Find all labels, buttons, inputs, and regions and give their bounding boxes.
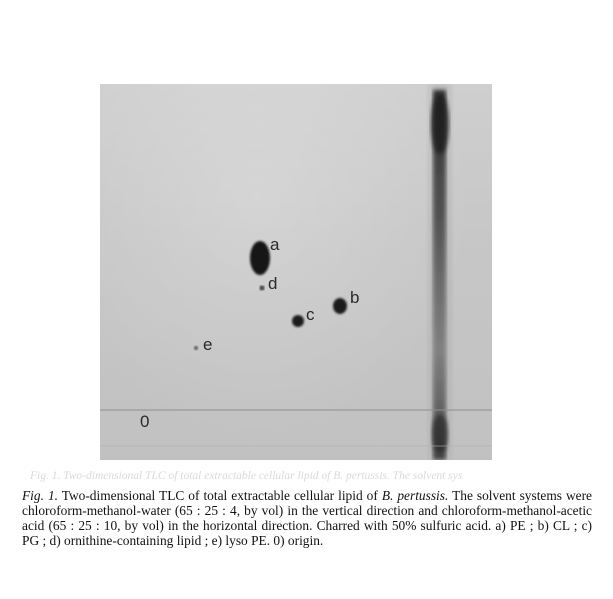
label-b: b	[350, 288, 360, 307]
label-origin: 0	[140, 412, 150, 431]
label-a: a	[270, 235, 280, 254]
solvent-streak	[429, 84, 451, 460]
tlc-plate-graphic	[100, 84, 492, 460]
spot-a	[250, 241, 270, 275]
spot-b	[333, 298, 347, 314]
label-c: c	[306, 305, 315, 324]
label-e: e	[203, 335, 213, 354]
spot-d	[260, 286, 265, 291]
figure-label: Fig. 1.	[22, 488, 58, 503]
species-name: B. pertussis.	[381, 488, 449, 503]
figure-caption	[22, 488, 592, 548]
label-d: d	[268, 274, 278, 293]
caption-text-part-2: The solvent systems were chloroform-methanol-water (65 : 25 : 4, by vol) in the vertical direction and chloroform-methanol-acetic acid (65 : 25 : 10, by vol) in the horizontal direction. Charred with 50% sulfuric acid. a) PE ; b) CL ; c) PG ; d) ornithine-containing lipid ; e) lyso PE. 0) origin.	[22, 488, 592, 548]
tlc-plate-photo	[100, 84, 492, 460]
caption-text-part-1: Two-dimensional TLC of total extractable cellular lipid of	[57, 488, 382, 503]
bleed-through-text: Fig. 1. Two-dimensional TLC of total extractable cellular lipid of B. pertussis. The solvent sys	[30, 470, 463, 482]
spot-e	[194, 346, 198, 350]
spot-c	[292, 315, 304, 327]
